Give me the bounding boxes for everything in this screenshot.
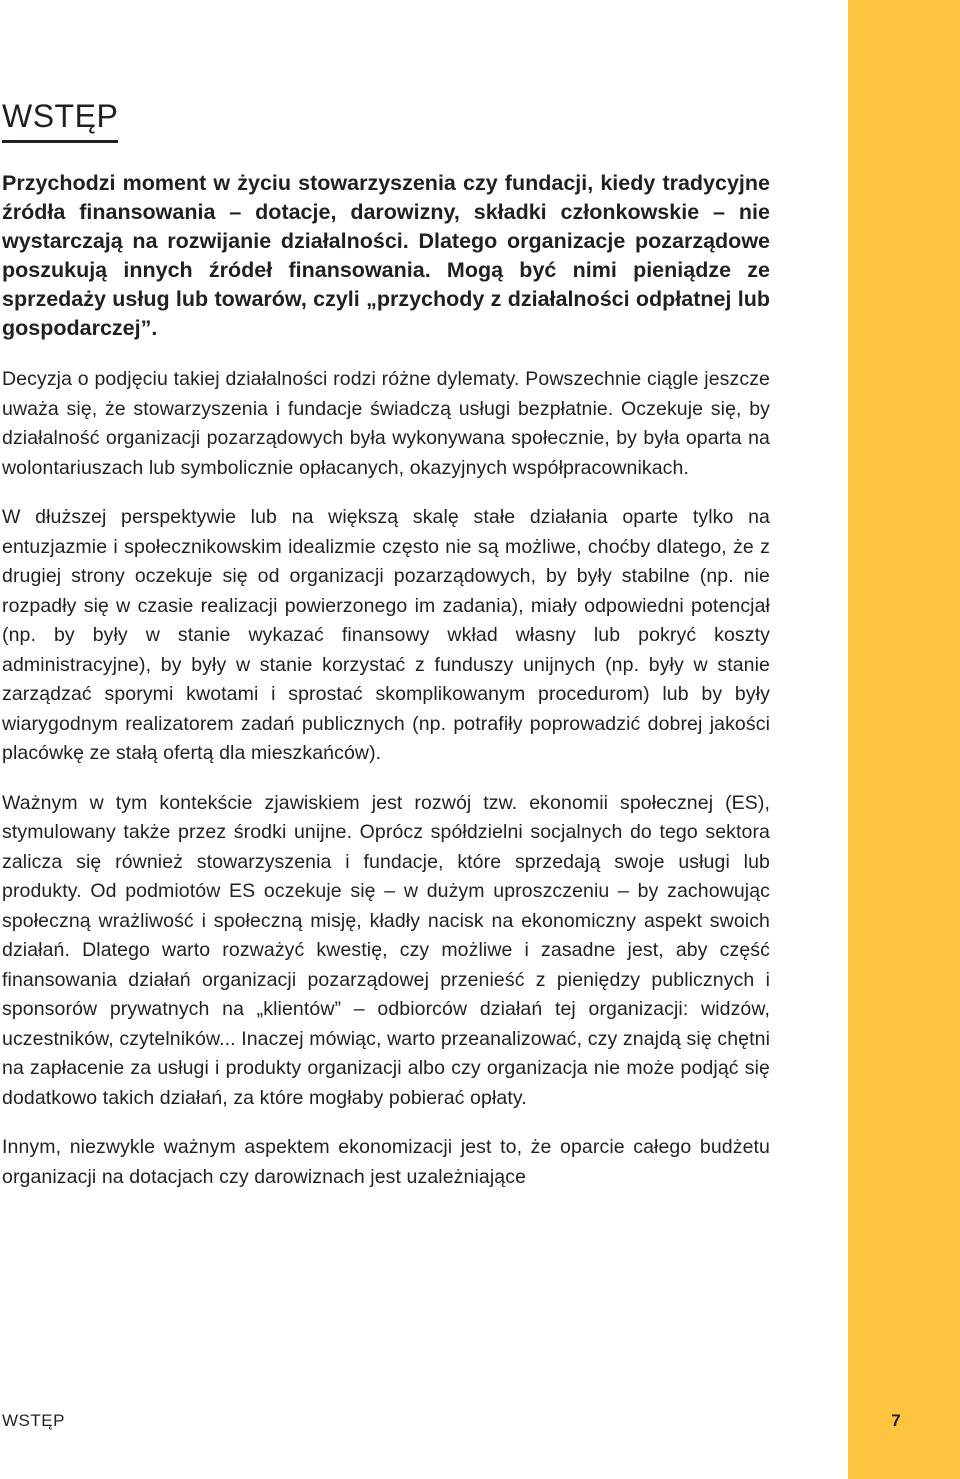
lead-paragraph: Przychodzi moment w życiu stowarzyszenia czy fundacji, kiedy tradycyjne źródła finansowania – dotacje, darowizny, składki członkowskie – nie wystarczają na rozwijanie działalności. Dlatego organizacje pozarządowe poszukują innych źródeł finansowania. Mogą być nimi pieniądze ze sprzedaży usług lub towarów, czyli „przychody z działalności odpłatnej lub gospodarczej”. [2,171,770,340]
yellow-side-bar [848,0,960,1479]
page-number: 7 [891,1411,901,1430]
body-paragraph-2: W dłuższej perspektywie lub na większą skalę stałe działania oparte tylko na entuzjazmie i społecznikowskim idealizmie często nie są możliwe, choćby dlatego, że z drugiej strony oczekuje się od organizacji pozarządowych, by były stabilne (np. nie rozpadły się w czasie realizacji powierzonego im zadania), miały odpowiedni potencjał (np. by były w stanie wykazać finansowy wkład własny lub pokryć koszty administracyjne), by były w stanie korzystać z funduszy unijnych (np. były w stanie zarządzać sporymi kwotami i sprostać skomplikowanym procedurom) lub by były wiarygodnym realizatorem zadań publicznych (np. potrafiły poprowadzić dobrej jakości placówkę ze stałą ofertą dla mieszkańców). [2,506,770,764]
chapter-heading: WSTĘP [2,96,118,143]
body-paragraph-1: Decyzja o podjęciu takiej działalności rodzi różne dylematy. Powszechnie ciągle jeszcze uważa się, że stowarzyszenia i fundacje świadczą usługi bezpłatnie. Oczekuje się, by działalność organizacji pozarządowych była wykonywana społecznie, by była oparta na wolontariuszach lub symbolicznie opłacanych, okazyjnych współpracownikach. [2,368,770,479]
body-paragraph-3: Ważnym w tym kontekście zjawiskiem jest rozwój tzw. ekonomii społecznej (ES), stymulowany także przez środki unijne. Oprócz spółdzielni socjalnych do tego sektora zalicza się również stowarzyszenia i fundacje, które sprzedają swoje usługi lub produkty. Od podmiotów ES oczekuje się – w dużym uproszczeniu – by zachowując społeczną wrażliwość i społeczną misję, kładły nacisk na ekonomiczny aspekt swoich działań. Dlatego warto rozważyć kwestię, czy możliwe i zasadne jest, aby część finansowania działań organizacji pozarządowej przenieść z pieniędzy publicznych i sponsorów prywatnych na „klientów” – odbiorców działań tej organizacji: widzów, uczestników, czytelników... Inaczej mówiąc, warto przeanalizować, czy znajdą się chętni na zapłacenie za usługi i produkty organizacji albo czy organizacja nie może podjąć się dodatkowo takich działań, za które mogłaby pobierać opłaty. [2,791,770,1109]
page-content [0,96,770,1192]
body-paragraph-4: Innym, niezwykle ważnym aspektem ekonomizacji jest to, że oparcie całego budżetu organizacji na dotacjach czy darowiznach jest uzależniające [2,1136,770,1188]
footer-section-label: WSTĘP [2,1411,65,1430]
